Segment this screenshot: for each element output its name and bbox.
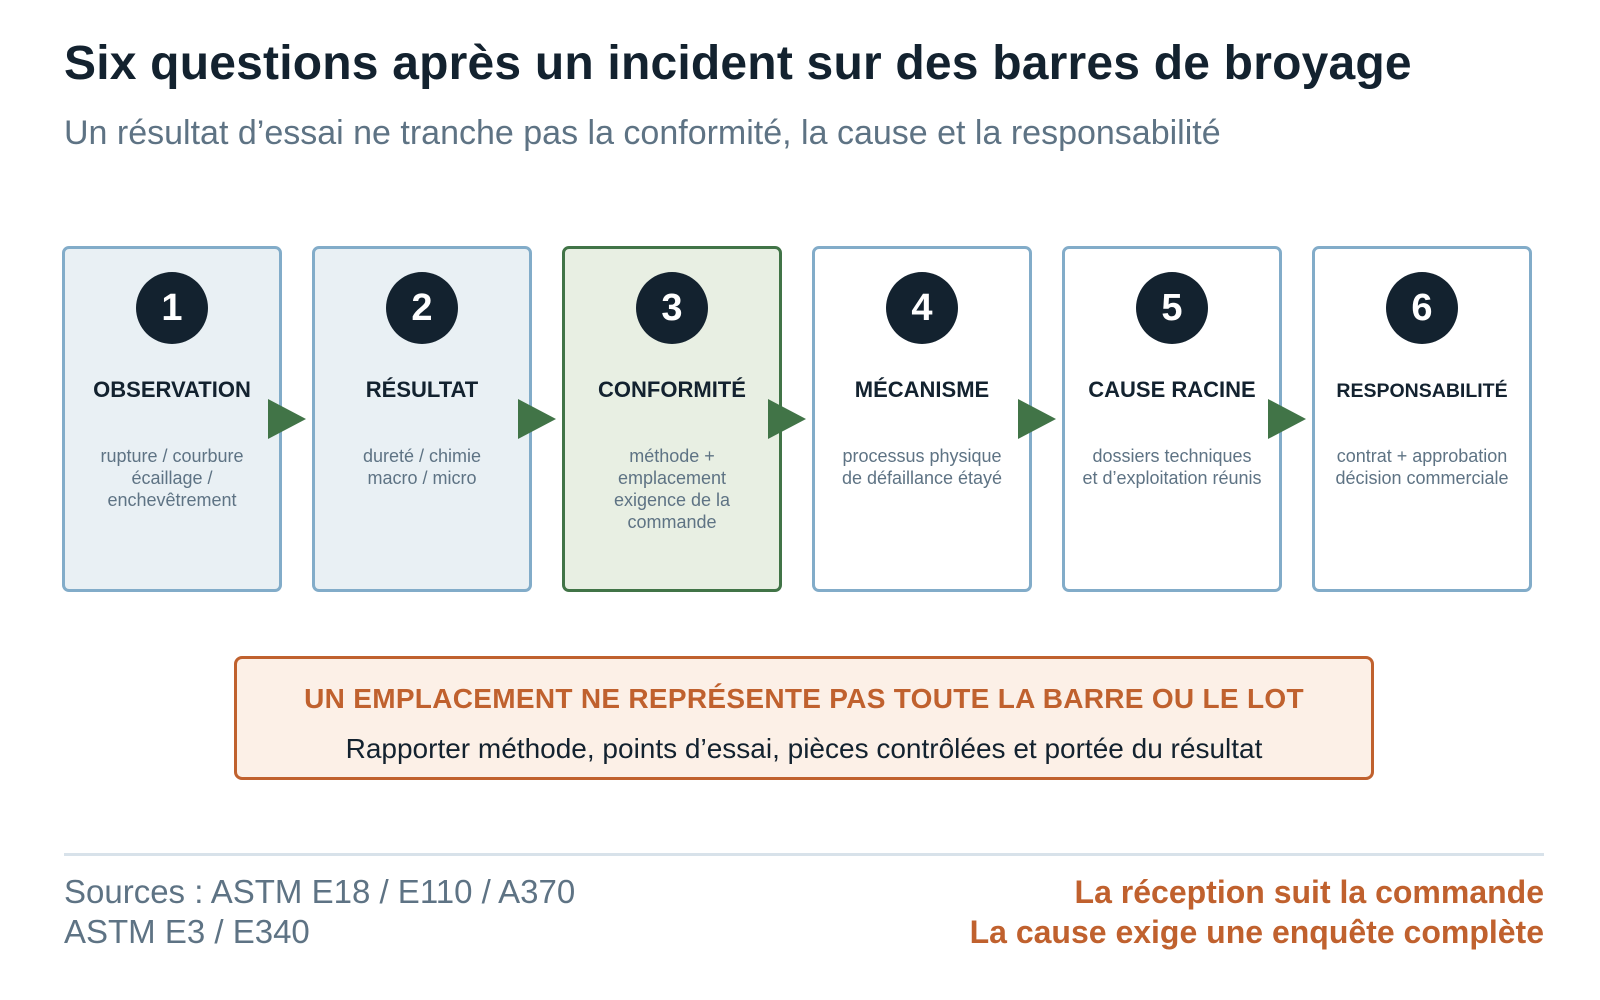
step-description: processus physique de défaillance étayé [841,446,1003,488]
step-description: méthode + emplacement exigence de la commande [613,446,731,532]
step-description: dossiers techniques et d’exploitation réunis [1082,446,1262,488]
step-number-badge: 5 [1136,272,1208,344]
conclusion-line: La cause exige une enquête complète [969,914,1544,950]
step-title: CAUSE RACINE [1088,377,1256,402]
step-title: RESPONSABILITÉ [1336,380,1508,402]
arrow-right-icon [268,399,306,439]
step-card-responsabilite [1312,246,1532,592]
arrow-right-icon [518,399,556,439]
step-number-badge: 6 [1386,272,1458,344]
step-description: contrat + approbation décision commerciale [1335,446,1509,488]
footer-divider [64,853,1544,856]
step-title: CONFORMITÉ [598,377,746,402]
arrow-right-icon [768,399,806,439]
step-card-resultat [312,246,532,592]
step-number-badge: 1 [136,272,208,344]
step-number-badge: 2 [386,272,458,344]
step-title: OBSERVATION [93,377,251,402]
callout-title: UN EMPLACEMENT NE REPRÉSENTE PAS TOUTE LA BARRE OU LE LOT [304,683,1304,714]
step-number-badge: 3 [636,272,708,344]
arrow-right-icon [1018,399,1056,439]
arrow-right-icon [1268,399,1306,439]
step-card-cause-racine [1062,246,1282,592]
page-title: Six questions après un incident sur des barres de broyage [64,37,1412,90]
step-title: RÉSULTAT [365,377,479,402]
step-card-conformite [562,246,782,592]
conclusion-notes [970,872,1544,952]
step-card-mecanisme [812,246,1032,592]
conclusion-line: La réception suit la commande [1074,874,1544,910]
sources-line: Sources : ASTM E18 / E110 / A370 [64,873,576,910]
step-title: MÉCANISME [854,377,990,402]
sources-block [64,872,575,952]
sources-line: ASTM E3 / E340 [64,913,310,950]
step-description: dureté / chimie macro / micro [362,446,482,488]
step-number-badge: 4 [886,272,958,344]
step-card-observation [62,246,282,592]
callout-text: Rapporter méthode, points d’essai, pièces contrôlées et portée du résultat [345,733,1263,764]
step-description: rupture / courbure écaillage / enchevêtrement [100,446,244,510]
page-subtitle: Un résultat d’essai ne tranche pas la conformité, la cause et la responsabilité [64,114,1221,152]
warning-callout [234,656,1374,780]
